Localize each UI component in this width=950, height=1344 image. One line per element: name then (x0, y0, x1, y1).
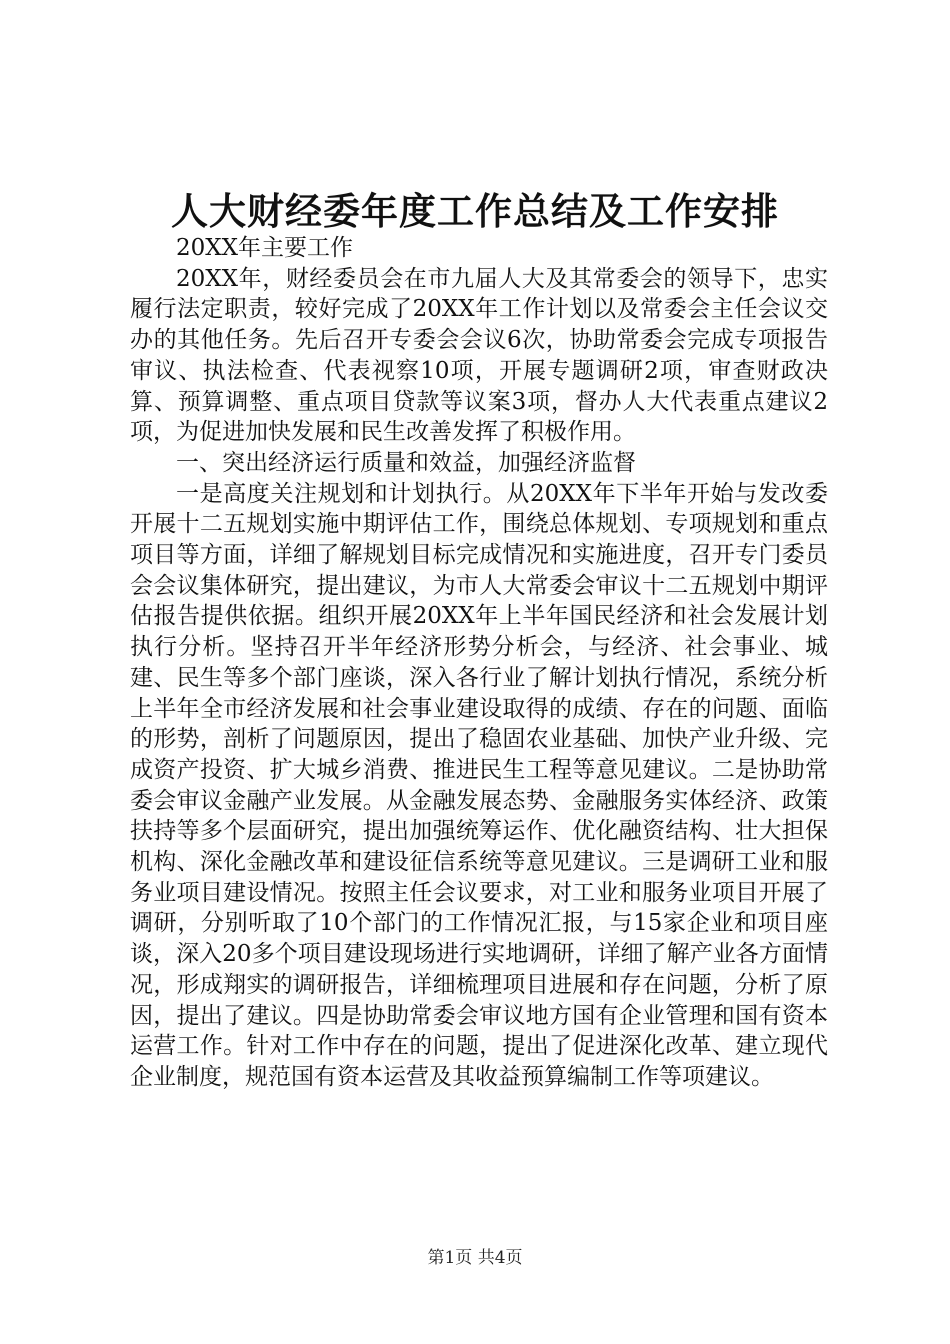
section-heading-economic-supervision: 一、突出经济运行质量和效益，加强经济监督 (176, 449, 636, 476)
section-heading-main-work: 20XX年主要工作 (176, 235, 354, 261)
intro-paragraph: 20XX年，财经委员会在市九届人大及其常委会的领导下，忠实履行法定职责，较好完成了20XX年工作计划以及常委会主任会议交办的其他任务。先后召开专委会会议6次，协助常委会完成专项报告审议、执法检查、代表视察10项，开展专题调研2项，审查财政决算、预算调整、重点项目贷款等议案3项，督办人大代表重点建议2项，为促进加快发展和民生改善发挥了积极作用。 (130, 265, 828, 446)
document-title: 人大财经委年度工作总结及工作安排 (171, 189, 779, 233)
economic-supervision-paragraph: 一是高度关注规划和计划执行。从20XX年下半年开始与发改委开展十二五规划实施中期评估工作，围绕总体规划、专项规划和重点项目等方面，详细了解规划目标完成情况和实施进度，召开专门委员会会议集体研究，提出建议，为市人大常委会审议十二五规划中期评估报告提供依据。组织开展20XX年上半年国民经济和社会发展计划执行分析。坚持召开半年经济形势分析会，与经济、社会事业、城建、民生等多个部门座谈，深入各行业了解计划执行情况，系统分析上半年全市经济发展和社会事业建设取得的成绩、存在的问题、面临的形势，剖析了问题原因，提出了稳固农业基础、加快产业升级、完成资产投资、扩大城乡消费、推进民生工程等意见建议。二是协助常委会审议金融产业发展。从金融发展态势、金融服务实体经济、政策扶持等多个层面研究，提出加强统筹运作、优化融资结构、壮大担保机构、深化金融改革和建设征信系统等意见建议。三是调研工业和服务业项目建设情况。按照主任会议要求，对工业和服务业项目开展了调研，分别听取了10个部门的工作情况汇报，与15家企业和项目座谈，深入20多个项目建设现场进行实地调研，详细了解产业各方面情况，形成翔实的调研报告，详细梳理项目进展和存在问题，分析了原因，提出了建议。四是协助常委会审议地方国有企业管理和国有资本运营工作。针对工作中存在的问题，提出了促进深化改革、建立现代企业制度，规范国有资本运营及其收益预算编制工作等项建议。 (130, 480, 828, 1090)
document-body (130, 233, 828, 1093)
page-footer: 第1页 共4页 (427, 1248, 523, 1268)
